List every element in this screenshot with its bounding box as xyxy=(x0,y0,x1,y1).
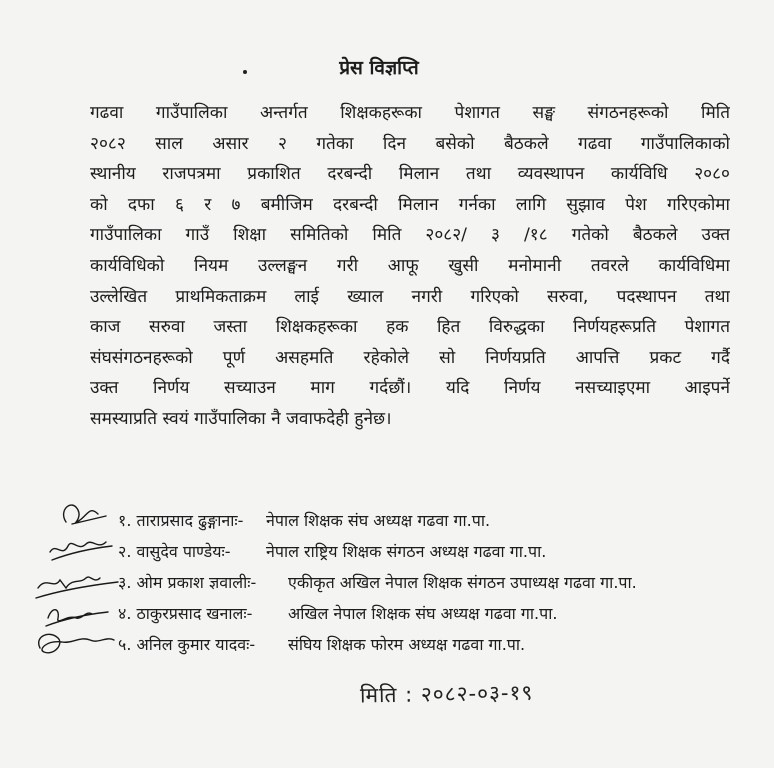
ink-dot xyxy=(243,70,247,74)
body-line: उल्लेखित प्राथमिकताक्रम लाई ख्याल नगरी गरिएको सरुवा, पदस्थापन तथा xyxy=(90,286,730,307)
signatory-role: नेपाल राष्ट्रिय शिक्षक संगठन अध्यक्ष गढवा गा.पा. xyxy=(266,542,547,561)
signatory-role: अखिल नेपाल शिक्षक संघ अध्यक्ष गढवा गा.पा. xyxy=(288,604,558,623)
signatory-list xyxy=(118,505,738,660)
body-line: स्थानीय राजपत्रमा प्रकाशित दरबन्दी मिलान तथा व्यवस्थापन कार्यविधि २०८० xyxy=(90,164,730,185)
handwritten-date: मिति : २०८२-०३-१९ xyxy=(359,680,534,708)
body-paragraph xyxy=(90,98,730,435)
handwritten-signatures xyxy=(28,480,128,680)
signatory-row xyxy=(118,598,738,629)
body-line: समस्याप्रति स्वयं गाउँपालिका नै जवाफदेही हुनेछ। xyxy=(90,408,392,429)
signatory-name: ५. अनिल कुमार यादवः- xyxy=(118,635,256,654)
body-line: काज सरुवा जस्ता शिक्षकहरूका हक हित विरुद्धका निर्णयहरूप्रति पेशागत xyxy=(90,317,730,338)
signatory-row xyxy=(118,629,738,660)
signatory-row xyxy=(118,536,738,567)
signatory-name: २. वासुदेव पाण्डेयः- xyxy=(118,542,231,561)
signatory-row xyxy=(118,505,738,536)
body-line: २०८२ साल असार २ गतेका दिन बसेको बैठकले गढवा गाउँपालिकाको xyxy=(90,133,730,154)
body-line: संघसंगठनहरूको पूर्ण असहमति रहेकोले सो निर्णयप्रति आपत्ति प्रकट गर्दै xyxy=(90,347,730,368)
body-line: गाउँपालिका गाउँ शिक्षा समितिको मिति २०८२/ ३ /१८ गतेको बैठकले उक्त xyxy=(90,225,730,246)
body-line: कार्यविधिको नियम उल्लङ्घन गरी आफू खुसी मनोमानी तवरले कार्यविधिमा xyxy=(90,255,730,276)
signatory-role: संघिय शिक्षक फोरम अध्यक्ष गढवा गा.पा. xyxy=(288,635,526,654)
page-title: प्रेस विज्ञप्ति xyxy=(339,57,419,79)
signatory-name: ४. ठाकुरप्रसाद खनालः- xyxy=(118,604,253,623)
body-line: को दफा ६ र ७ बमीजिम दरबन्दी मिलान गर्नका लागि सुझाव पेश गरिएकोमा xyxy=(90,194,730,215)
signatory-row xyxy=(118,567,738,598)
signatory-name: ३. ओम प्रकाश ज्ञवालीः- xyxy=(118,573,257,592)
signatory-role: एकीकृत अखिल नेपाल शिक्षक संगठन उपाध्यक्ष गढवा गा.पा. xyxy=(288,573,637,592)
signatory-name: १. ताराप्रसाद ढुङ्गानाः- xyxy=(118,511,244,530)
body-line: गढवा गाउँपालिका अन्तर्गत शिक्षकहरूका पेशागत सङ्घ संगठनहरूको मिति xyxy=(90,103,730,123)
signatory-role: नेपाल शिक्षक संघ अध्यक्ष गढवा गा.पा. xyxy=(266,511,491,530)
body-line: उक्त निर्णय सच्याउन माग गर्दछौं। यदि निर्णय नसच्याइएमा आइपर्ने xyxy=(90,378,730,399)
